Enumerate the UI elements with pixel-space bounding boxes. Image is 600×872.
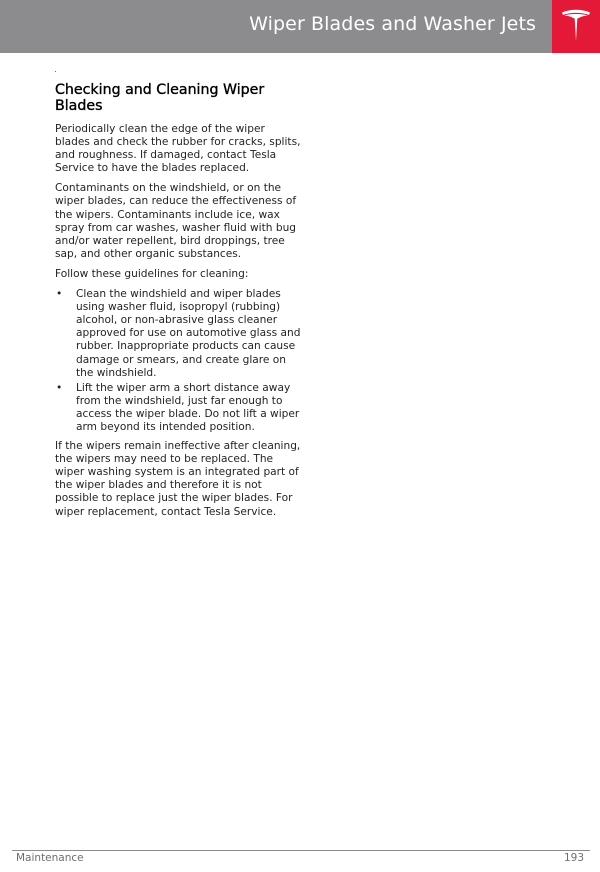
bullet-icon: • bbox=[56, 288, 63, 301]
tesla-logo-block bbox=[552, 0, 600, 53]
list-item-text: Clean the windshield and wiper blades using washer fluid, isopropyl (rubbing) alcohol, or non-abrasive glass cleaner approved for use on automotive glass and rubber. Inappropriate products can cause damage or smears, and create glare on the windshield. bbox=[76, 288, 301, 379]
footer-section-name: Maintenance bbox=[16, 852, 84, 864]
paragraph-contaminants: Contaminants on the windshield, or on the wiper blades, can reduce the effectiveness of the wipers. Contaminants include ice, wax spray from car washes, washer fluid with bug and/or water repellent, bird droppings, tree sap, and other organic substances. bbox=[55, 182, 297, 260]
footer-divider bbox=[12, 850, 590, 851]
cleaning-guidelines-list bbox=[55, 288, 301, 434]
list-item-text: Lift the wiper arm a short distance away from the windshield, just far enough to access the wiper blade. Do not lift a wiper arm beyond its intended position. bbox=[76, 381, 300, 433]
page-header-title: Wiper Blades and Washer Jets bbox=[249, 13, 536, 35]
list-item bbox=[55, 288, 301, 380]
list-item bbox=[55, 382, 301, 434]
main-content bbox=[55, 82, 301, 526]
stray-dot bbox=[55, 71, 56, 72]
paragraph-replacement: If the wipers remain ineffective after cleaning, the wipers may need to be replaced. The wiper washing system is an integrated part of the wiper blades and therefore it is not possible to replace just the wiper blades. For wiper replacement, contact Tesla Service. bbox=[55, 440, 301, 518]
paragraph-guidelines-intro: Follow these guidelines for cleaning: bbox=[55, 267, 249, 280]
header-bar bbox=[0, 0, 552, 53]
footer-page-number: 193 bbox=[563, 852, 584, 864]
tesla-logo-icon bbox=[561, 9, 591, 43]
bullet-icon: • bbox=[56, 381, 63, 394]
section-heading: Checking and Cleaning Wiper Blades bbox=[55, 82, 265, 114]
paragraph-periodic-cleaning: Periodically clean the edge of the wiper blades and check the rubber for cracks, splits, and roughness. If damaged, contact Tesla Service to have the blades replaced. bbox=[55, 123, 301, 175]
